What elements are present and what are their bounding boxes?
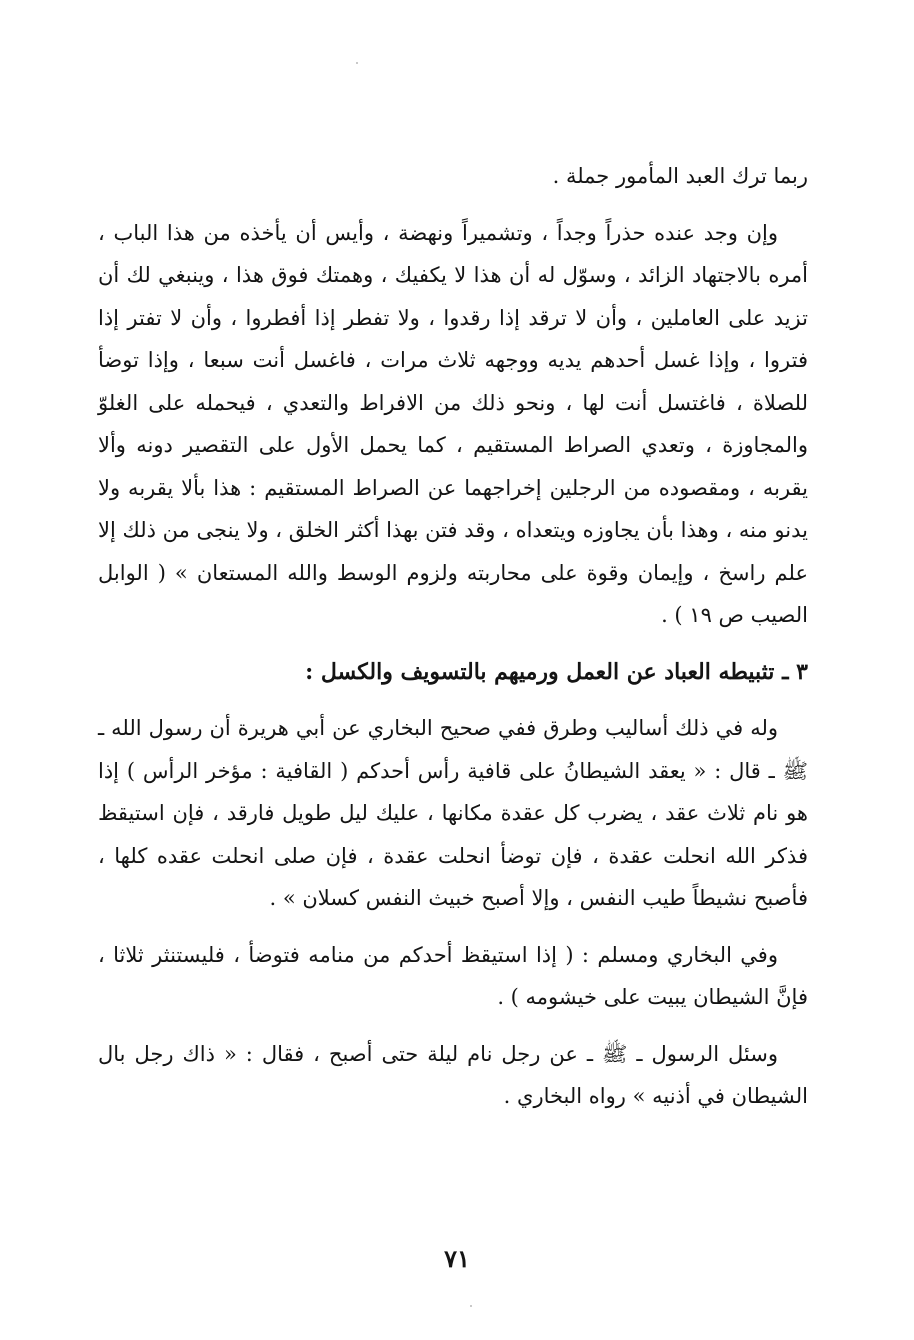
paragraph-knots-hadith: وله في ذلك أساليب وطرق ففي صحيح البخاري عن أبي هريرة أن رسول الله ـ ﷺ ـ قال : « يعقد الشيطانُ على قافية رأس أحدكم ( القافية : مؤخر الرأس ) إذا هو نام ثلاث عقد ، يضرب كل عقدة مكانها ، عليك ليل طويل فارقد ، فإن استيقظ فذكر الله انحلت عقدة ، فإن توضأ انحلت عقدة ، فإن صلى انحلت عقده كلها ، فأصبح نشيطاً طيب النفس ، وإلا أصبح خبيث النفس كسلان » . (98, 716, 808, 910)
scan-speck (470, 1305, 472, 1307)
paragraph-continuation: ربما ترك العبد المأمور جملة . (552, 164, 808, 188)
paragraph-devil-excess: وإن وجد عنده حذراً وجداً ، وتشميراً ونهضة ، وأيس أن يأخذه من هذا الباب ، أمره بالاجتهاد الزائد ، وسوّل له أن هذا لا يكفيك ، وهمتك فوق هذا ، وينبغي لك أن تزيد على العاملين ، وأن لا ترقد إذا رقدوا ، ولا تفطر إذا أفطروا ، وأن لا تفتر إذا فتروا ، وإذا غسل أحدهم يديه ووجهه ثلاث مرات ، فاغسل أنت سبعا ، وإذا توضأ للصلاة ، فاغتسل أنت لها ، ونحو ذلك من الافراط والتعدي ، فيحمله على الغلوّ والمجاوزة ، وتعدي الصراط المستقيم ، كما يحمل الأول على التقصير دونه وألا يقربه ، ومقصوده من الرجلين إخراجهما عن الصراط المستقيم : هذا بألا يقربه ولا يدنو منه ، وهذا بأن يجاوزه ويتعداه ، وقد فتن بهذا أكثر الخلق ، ولا ينجى من ذلك إلا علم راسخ ، وإيمان وقوة على محاربته ولزوم الوسط والله المستعان » ( الوابل الصيب ص ١٩ ) . (98, 220, 808, 627)
paragraph-sleep-hadith: وسئل الرسول ـ ﷺ ـ عن رجل نام ليلة حتى أصبح ، فقال : « ذاك رجل بال الشيطان في أذنيه » رواه البخاري . (98, 1041, 808, 1108)
paragraph-bukhari-muslim: وفي البخاري ومسلم : ( إذا استيقظ أحدكم من منامه فتوضأ ، فليستنثر ثلاثا ، فإنَّ الشيطان يبيت على خيشومه ) . (98, 942, 808, 1009)
page-number: ٧١ (444, 1244, 470, 1273)
section-heading: ٣ ـ تثبيطه العباد عن العمل ورميهم بالتسويف والكسل : (305, 658, 808, 685)
scan-speck (356, 62, 358, 64)
body-text (98, 155, 808, 1118)
